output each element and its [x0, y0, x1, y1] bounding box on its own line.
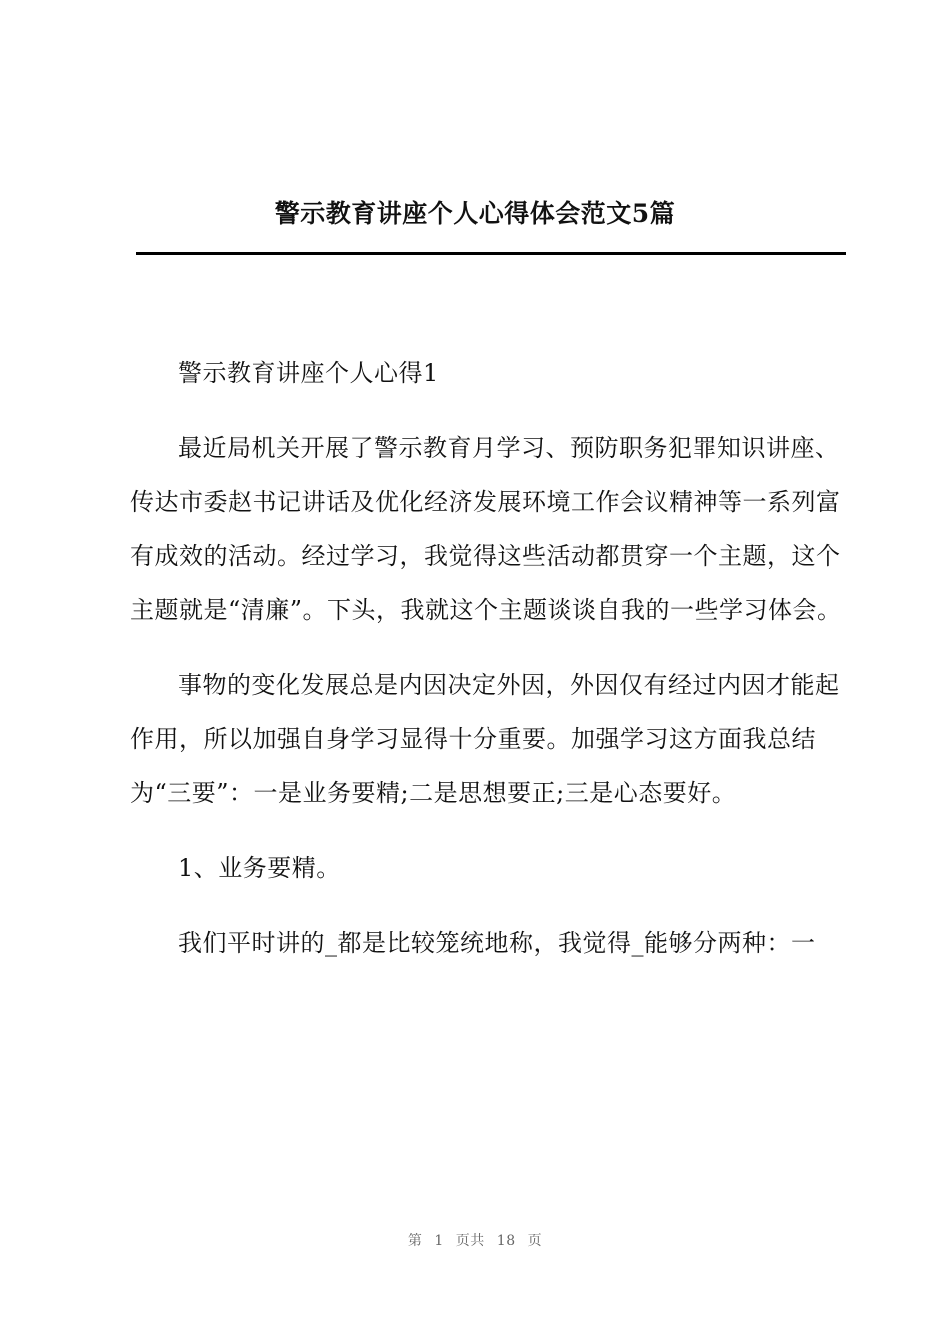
footer-prefix: 第 [407, 1233, 423, 1249]
document-title: 警示教育讲座个人心得体会范文5篇 [274, 199, 676, 228]
footer-middle: 页共 [455, 1233, 485, 1249]
paragraph: 事物的变化发展总是内因决定外因，外因仅有经过内因才能起作用，所以加强自身学习显得十分重要。加强学习这方面我总结为“三要”：一是业务要精;二是思想要正;三是心态要好。 [130, 671, 840, 807]
footer-page-number: 1 [434, 1233, 444, 1249]
footer-suffix: 页 [527, 1233, 543, 1249]
list-item-heading: 1、业务要精。 [178, 854, 341, 882]
page-footer [0, 1230, 950, 1250]
title-divider [136, 252, 846, 255]
paragraph: 最近局机关开展了警示教育月学习、预防职务犯罪知识讲座、传达市委赵书记讲话及优化经济发展环境工作会议精神等一系列富有成效的活动。经过学习，我觉得这些活动都贯穿一个主题，这个主题就是“清廉”。下头，我就这个主题谈谈自我的一些学习体会。 [130, 434, 842, 624]
section-heading: 警示教育讲座个人心得1 [178, 359, 439, 387]
paragraph: 我们平时讲的_都是比较笼统地称，我觉得_能够分两种：一 [178, 929, 816, 957]
footer-total-pages: 18 [496, 1233, 516, 1249]
document-body [130, 346, 850, 991]
